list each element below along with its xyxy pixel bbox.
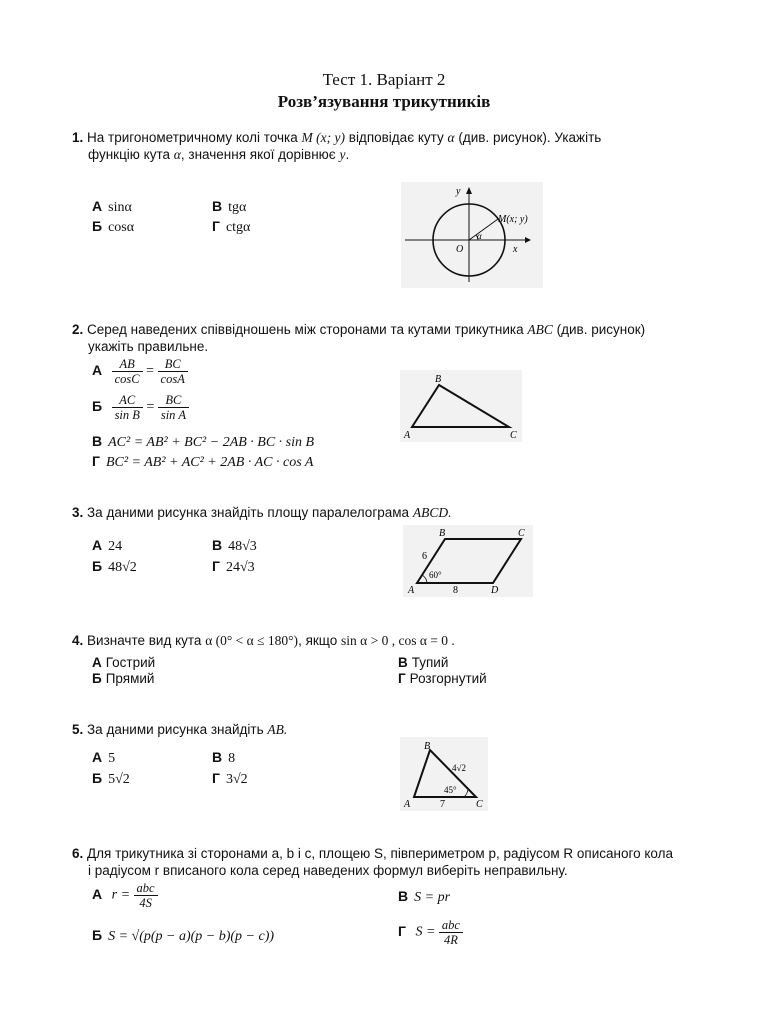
denominator: cosC bbox=[114, 372, 140, 386]
question-number: 5. bbox=[72, 722, 84, 737]
option-letter: В bbox=[212, 749, 223, 765]
alpha-label: α bbox=[477, 231, 482, 241]
option-g[interactable] bbox=[398, 918, 463, 947]
vertex-b-label: B bbox=[424, 741, 431, 752]
fraction bbox=[134, 881, 158, 910]
question-text: За даними рисунка знайдіть площу паралелограма bbox=[87, 505, 410, 520]
vertex-a-label: A bbox=[404, 799, 411, 810]
option-letter: Б bbox=[92, 770, 103, 786]
option-value: Розгорнутий bbox=[409, 671, 487, 686]
y-axis-arrow bbox=[466, 187, 472, 194]
option-value: Прямий bbox=[105, 671, 155, 686]
math-condition: α (0° < α ≤ 180°) bbox=[205, 633, 299, 648]
math-y: y bbox=[339, 147, 346, 162]
fraction bbox=[158, 393, 189, 422]
question-text: (див. рисунок). Укажіть bbox=[458, 130, 602, 145]
question-6 bbox=[72, 845, 722, 879]
option-letter: Б bbox=[92, 397, 103, 414]
parallelogram-svg bbox=[403, 525, 533, 597]
triangle-figure-q5 bbox=[400, 737, 488, 811]
option-value: 48√2 bbox=[108, 560, 137, 575]
option-a[interactable] bbox=[92, 655, 155, 670]
option-a[interactable] bbox=[92, 881, 158, 910]
numerator: abc bbox=[134, 881, 158, 896]
math-alpha: α bbox=[173, 147, 181, 162]
math-point: M (x; y) bbox=[301, 130, 345, 145]
question-number: 2. bbox=[72, 322, 84, 337]
option-g[interactable] bbox=[212, 558, 255, 576]
side-ad-label: 8 bbox=[453, 585, 458, 596]
fraction bbox=[112, 393, 143, 422]
math-alpha: α bbox=[447, 130, 455, 145]
option-letter: В bbox=[212, 198, 223, 214]
option-value: cosα bbox=[108, 220, 135, 235]
test-subtitle: Розв’язування трикутників bbox=[277, 92, 491, 111]
parallelogram-figure bbox=[403, 525, 533, 597]
angle-label: 60° bbox=[429, 570, 442, 580]
question-text: , значення якої дорівнює bbox=[180, 147, 336, 162]
vertex-b-label: B bbox=[435, 374, 442, 385]
option-letter: В bbox=[398, 888, 409, 904]
option-v[interactable] bbox=[398, 888, 450, 906]
point-m-label: M(x; y) bbox=[498, 214, 528, 225]
option-value: sinα bbox=[108, 200, 132, 215]
option-a[interactable] bbox=[92, 749, 115, 767]
question-2 bbox=[72, 321, 712, 355]
question-5 bbox=[72, 721, 712, 738]
x-axis-label: x bbox=[513, 244, 518, 255]
option-g[interactable] bbox=[398, 671, 487, 686]
vertex-c-label: C bbox=[476, 799, 483, 810]
option-letter: Б bbox=[92, 558, 103, 574]
triangle-abc-figure bbox=[400, 370, 522, 442]
option-value: AC² = AB² + BC² − 2AB · BC · sin B bbox=[108, 435, 315, 450]
numerator: BC bbox=[158, 393, 189, 408]
question-text: , якщо bbox=[298, 633, 338, 648]
option-letter: Б bbox=[92, 671, 102, 686]
question-number: 1. bbox=[72, 130, 84, 145]
angle-label: 45° bbox=[444, 785, 457, 795]
question-text: і радіусом r вписаного кола серед наведених формул виберіть неправильну. bbox=[88, 863, 568, 878]
question-text: За даними рисунка знайдіть bbox=[87, 722, 264, 737]
option-v[interactable] bbox=[398, 655, 448, 670]
option-b[interactable] bbox=[92, 927, 274, 945]
question-text: відповідає куту bbox=[348, 130, 444, 145]
option-value: 8 bbox=[228, 751, 236, 766]
vertex-a-label: A bbox=[408, 585, 415, 596]
option-letter: В bbox=[92, 433, 103, 449]
option-letter: Б bbox=[92, 927, 103, 943]
option-v[interactable] bbox=[212, 198, 246, 216]
option-g[interactable] bbox=[212, 218, 250, 236]
option-value: 3√2 bbox=[225, 772, 248, 787]
question-4 bbox=[72, 632, 712, 649]
math-ab: AB. bbox=[267, 722, 288, 737]
question-text: укажіть правильне. bbox=[88, 339, 209, 354]
vertex-a-label: A bbox=[404, 430, 411, 441]
option-g[interactable] bbox=[92, 453, 313, 471]
option-value: 24 bbox=[108, 539, 123, 554]
side-bc-label: 4√2 bbox=[452, 763, 466, 773]
y-axis-label: y bbox=[456, 186, 461, 197]
question-1: 1. На тригонометричному колі точка M (x; y) відповідає куту α (див. рисунок). Укажіть функцію кута α, значення якої дорівнює y. bbox=[72, 130, 602, 162]
option-letter: Г bbox=[212, 218, 220, 234]
question-text: Для трикутника зі сторонами a, b і c, площею S, півпериметром p, радіусом R описаного кола bbox=[87, 846, 674, 861]
question-number: 4. bbox=[72, 633, 84, 648]
vertex-b-label: B bbox=[439, 528, 446, 539]
option-letter: Г bbox=[398, 922, 406, 939]
option-value: S = √(p(p − a)(p − b)(p − c)) bbox=[108, 929, 275, 944]
vertex-d-label: D bbox=[491, 585, 499, 596]
option-v[interactable] bbox=[92, 433, 314, 451]
fraction bbox=[158, 357, 188, 386]
option-value: S = pr bbox=[414, 890, 451, 905]
side-ab-label: 6 bbox=[422, 551, 427, 562]
triangle-q5-svg bbox=[400, 737, 488, 811]
option-letter: А bbox=[92, 749, 103, 765]
numerator: AB bbox=[112, 357, 143, 372]
question-text: Визначте вид кута bbox=[87, 633, 202, 648]
option-b[interactable]: Б $\frac{AC}{\text{sin B}}$ = $\frac{BC}{\text{sin A}}$ bbox=[92, 393, 189, 422]
option-b[interactable] bbox=[92, 558, 137, 576]
side-ac-label: 7 bbox=[440, 799, 445, 810]
triangle-abc-svg bbox=[400, 370, 522, 442]
option-letter: А bbox=[92, 655, 102, 670]
option-g[interactable] bbox=[212, 770, 248, 788]
question-text: На тригонометричному колі точка bbox=[87, 130, 298, 145]
denominator: cosA bbox=[160, 372, 185, 386]
triangle-abc bbox=[412, 385, 509, 427]
option-letter: А bbox=[92, 537, 103, 553]
vertex-c-label: C bbox=[518, 528, 525, 539]
option-value: BC² = AB² + AC² + 2AB · AC · cos A bbox=[105, 455, 314, 470]
option-letter: А bbox=[92, 198, 103, 214]
option-letter: А bbox=[92, 361, 103, 378]
option-b[interactable] bbox=[92, 218, 134, 236]
vertex-c-label: C bbox=[510, 430, 517, 441]
formula-lhs: r = bbox=[111, 887, 131, 903]
fraction bbox=[439, 918, 463, 947]
radius-line bbox=[469, 219, 498, 240]
question-number: 6. bbox=[72, 846, 84, 861]
option-a[interactable]: А $\frac{AB}{\cos C}$ = $\frac{BC}{\cos A}$ bbox=[92, 357, 188, 386]
question-text: Серед наведених співвідношень між сторонами та кутами трикутника bbox=[87, 322, 524, 337]
option-value: 5 bbox=[108, 751, 116, 766]
option-letter: Г bbox=[212, 558, 220, 574]
fraction bbox=[112, 357, 143, 386]
option-value: tgα bbox=[228, 200, 247, 215]
option-letter: Г bbox=[212, 770, 220, 786]
option-a[interactable] bbox=[92, 198, 132, 216]
origin-label: O bbox=[456, 244, 464, 255]
option-value: 48√3 bbox=[228, 539, 257, 554]
question-text: (див. рисунок) bbox=[556, 322, 646, 337]
option-v[interactable] bbox=[212, 537, 257, 555]
option-value: 5√2 bbox=[108, 772, 130, 787]
test-title: Тест 1. Варіант 2 bbox=[322, 70, 446, 89]
denominator: 4R bbox=[443, 933, 458, 947]
question-text: функцію кута bbox=[88, 147, 171, 162]
option-letter: А bbox=[92, 885, 103, 902]
x-axis-arrow bbox=[525, 237, 531, 243]
math-abc: ABC bbox=[527, 322, 553, 337]
denominator: sin A bbox=[160, 408, 186, 422]
option-value: Тупий bbox=[411, 655, 449, 670]
option-b[interactable] bbox=[92, 770, 130, 788]
question-3 bbox=[72, 504, 712, 521]
option-letter: Б bbox=[92, 218, 103, 234]
option-letter: Г bbox=[92, 453, 100, 469]
numerator: abc bbox=[439, 918, 463, 933]
option-a[interactable] bbox=[92, 537, 122, 555]
math-condition: sin α > 0 , cos α = 0 . bbox=[341, 633, 455, 648]
formula-lhs: S = bbox=[415, 924, 436, 940]
option-v[interactable] bbox=[212, 749, 235, 767]
denominator: 4S bbox=[139, 896, 152, 910]
unit-circle-svg bbox=[401, 182, 543, 288]
denominator: sin B bbox=[114, 408, 140, 422]
option-letter: Г bbox=[398, 671, 406, 686]
option-value: ctgα bbox=[225, 220, 251, 235]
option-letter: В bbox=[398, 655, 408, 670]
numerator: AC bbox=[112, 393, 143, 408]
math-abcd: ABCD. bbox=[412, 505, 452, 520]
question-number: 3. bbox=[72, 505, 84, 520]
option-letter: В bbox=[212, 537, 223, 553]
unit-circle-figure bbox=[401, 182, 543, 288]
option-value: 24√3 bbox=[225, 560, 255, 575]
option-value: Гострий bbox=[105, 655, 156, 670]
option-b[interactable] bbox=[92, 671, 154, 686]
numerator: BC bbox=[158, 357, 188, 372]
angle-arc bbox=[464, 789, 468, 797]
angle-arc bbox=[422, 575, 427, 583]
